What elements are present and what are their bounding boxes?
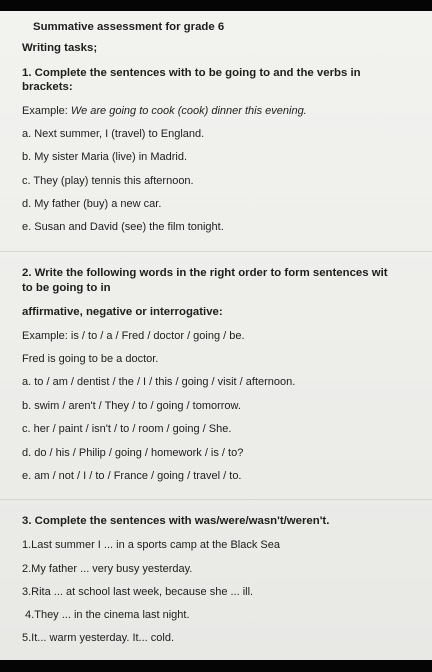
task2-item: b. swim / aren't / They / to / going / tomorrow. (22, 400, 241, 412)
worksheet-page (0, 11, 432, 660)
task1-example-text: We are going to cook (cook) dinner this evening. (70, 105, 307, 117)
task3-item: 3.Rita ... at school last week, because she ... ill. (22, 586, 254, 598)
task2-example-answer: Fred is going to be a doctor. (22, 353, 159, 365)
task1-item: d. My father (buy) a new car. (22, 198, 162, 210)
task1-heading-cont: brackets: (22, 81, 73, 93)
task2-item: c. her / paint / isn't / to / room / going / She. (22, 423, 232, 435)
task2-heading-cont2: affirmative, negative or interrogative: (22, 306, 223, 318)
worksheet-subtitle: Writing tasks; (22, 42, 98, 54)
task1-example-label: Example: (22, 105, 71, 117)
bottom-dark-border (0, 660, 432, 672)
task3-heading: 3. Complete the sentences with was/were/wasn't/weren't. (22, 515, 330, 527)
top-dark-border (0, 0, 432, 11)
task1-example (22, 105, 307, 118)
task2-item: e. am / not / I / to / France / going / travel / to. (22, 470, 242, 482)
task2-heading-cont: to be going to in (22, 282, 111, 294)
section-divider (0, 251, 432, 252)
task2-item: d. do / his / Philip / going / homework / is / to? (22, 447, 244, 459)
task1-heading: 1. Complete the sentences with to be going to and the verbs in (22, 67, 361, 79)
task1-item: e. Susan and David (see) the film tonight. (22, 221, 224, 233)
task3-item: 2.My father ... very busy yesterday. (22, 563, 193, 575)
task2-item: a. to / am / dentist / the / I / this / going / visit / afternoon. (22, 376, 296, 388)
worksheet-title: Summative assessment for grade 6 (33, 21, 225, 33)
task2-heading: 2. Write the following words in the right order to form sentences wit (22, 267, 388, 279)
task2-example: Example: is / to / a / Fred / doctor / going / be. (22, 330, 245, 342)
task3-item: 5.It... warm yesterday. It... cold. (22, 632, 175, 644)
task3-item: 1.Last summer I ... in a sports camp at the Black Sea (22, 539, 281, 551)
task1-item: b. My sister Maria (live) in Madrid. (22, 151, 188, 163)
task1-item: c. They (play) tennis this afternoon. (22, 175, 194, 187)
task3-item: 4.They ... in the cinema last night. (22, 609, 190, 621)
section-divider (0, 499, 432, 500)
task1-item: a. Next summer, I (travel) to England. (22, 128, 205, 140)
